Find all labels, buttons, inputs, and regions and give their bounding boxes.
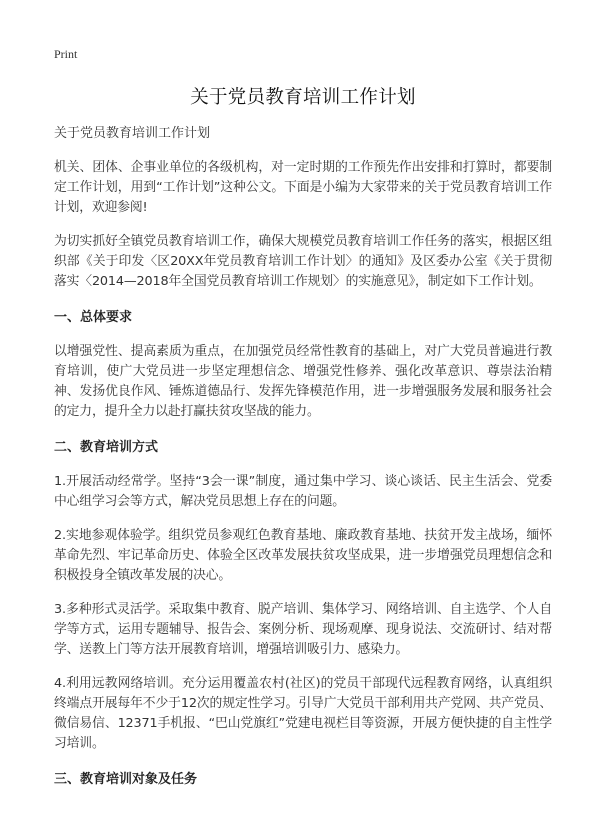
document-title: 关于党员教育培训工作计划 <box>190 87 416 108</box>
section-heading-training-methods: 二、教育培训方式 <box>54 440 159 455</box>
document-subtitle: 关于党员教育培训工作计划 <box>54 126 211 141</box>
training-method-1-paragraph: 1.开展活动经常学。坚持“3会一课”制度，通过集中学习、谈心谈话、民主生活会、党委中心组学习会等方式，解决党员思想上存在的问题。 <box>54 474 552 509</box>
print-link[interactable]: Print <box>54 47 78 61</box>
section-heading-training-targets: 三、教育培训对象及任务 <box>54 772 198 787</box>
training-method-2-paragraph: 2.实地参观体验学。组织党员参观红色教育基地、廉政教育基地、扶贫开发主战场，缅怀革命先烈、牢记革命历史、体验全区改革发展扶贫攻坚成果，进一步增强党员理想信念和积极投身全镇改革发展的决心。 <box>54 528 552 583</box>
intro-paragraph: 机关、团体、企事业单位的各级机构，对一定时期的工作预先作出安排和打算时，都要制定工作计划，用到“工作计划”这种公文。下面是小编为大家带来的关于党员教育培训工作计划，欢迎参阅! <box>54 160 552 215</box>
training-method-3-paragraph: 3.多种形式灵活学。采取集中教育、脱产培训、集体学习、网络培训、自主选学、个人自学等方式，运用专题辅导、报告会、案例分析、现场观摩、现身说法、交流研讨、结对帮学、送教上门等方法开展教育培训，增强培训吸引力、感染力。 <box>54 602 552 657</box>
training-method-4-paragraph: 4.利用远教网络培训。充分运用覆盖农村(社区)的党员干部现代远程教育网络，认真组织终端点开展每年不少于12次的规定性学习。引导广大党员干部利用共产党网、共产党员、微信易信、12371手机报、“巴山党旗红”党建电视栏目等资源，开展方便快捷的自主性学习培训。 <box>54 676 552 751</box>
background-paragraph: 为切实抓好全镇党员教育培训工作，确保大规模党员教育培训工作任务的落实，根据区组织部《关于印发〈区20XX年党员教育培训工作计划〉的通知》及区委办公室《关于贯彻落实〈2014—2018年全国党员教育培训工作规划〉的实施意见》，制定如下工作计划。 <box>54 234 552 289</box>
general-requirements-paragraph: 以增强党性、提高素质为重点，在加强党员经常性教育的基础上，对广大党员普遍进行教育培训，使广大党员进一步坚定理想信念、增强党性修养、强化改革意识、尊崇法治精神、发扬优良作风、锤炼道德品行、发挥先锋模范作用，进一步增强服务发展和服务社会的定力，提升全力以赴打赢扶贫攻坚战的能力。 <box>54 344 552 419</box>
section-heading-general-requirements: 一、总体要求 <box>54 310 133 325</box>
